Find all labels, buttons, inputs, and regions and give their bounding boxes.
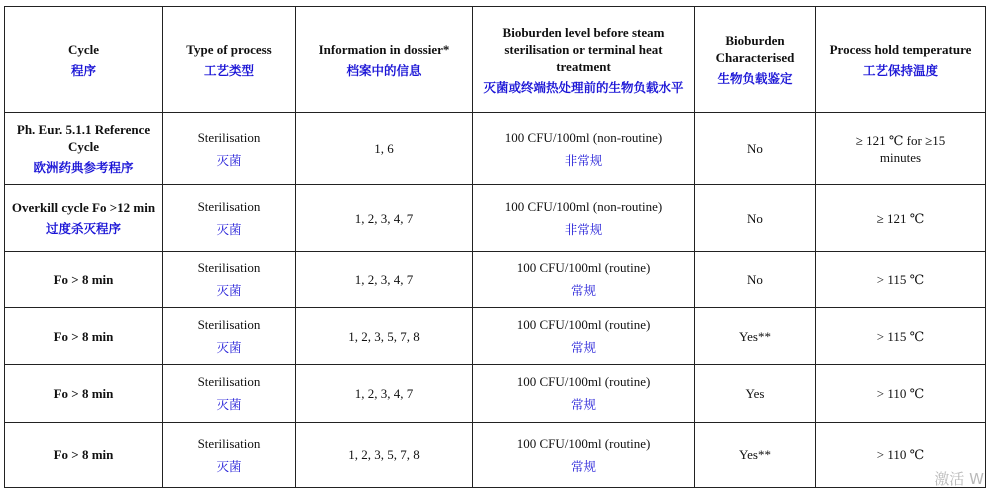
bioburden-level-cell [473, 113, 695, 185]
hold-temperature-cell [816, 308, 986, 365]
cycle-name: Ph. Eur. 5.1.1 Reference Cycle [16, 122, 151, 155]
table-row [5, 185, 986, 251]
bioburden-characterised-cell: Yes** [695, 422, 816, 487]
process-type-cn: 灭菌 [216, 458, 242, 474]
process-type-cn: 灭菌 [216, 283, 242, 299]
table-row [5, 422, 986, 487]
process-type: Sterilisation [197, 374, 261, 390]
bioburden-level-cn: 非常规 [564, 222, 603, 238]
process-type: Sterilisation [197, 260, 261, 276]
bioburden-level-cn: 常规 [570, 283, 596, 299]
header-dossier-info: Information in dossier* 档案中的信息 [296, 7, 473, 113]
table-row [5, 113, 986, 185]
dossier-info-cell: 1, 2, 3, 5, 7, 8 [296, 308, 473, 365]
cycle-name-cn: 过度杀灭程序 [45, 221, 121, 237]
bioburden-characterised-cell: No [695, 251, 816, 307]
process-type-cn: 灭菌 [216, 340, 242, 356]
process-type-cn: 灭菌 [216, 397, 242, 413]
hold-temperature-duration: minutes [879, 149, 922, 165]
bioburden-level-cn: 常规 [570, 340, 596, 356]
bioburden-level: 100 CFU/100ml (routine) [516, 374, 651, 390]
dossier-info-cell: 1, 2, 3, 4, 7 [296, 365, 473, 422]
bioburden-characterised-cell: Yes [695, 365, 816, 422]
cycle-name: Fo > 8 min [53, 328, 114, 344]
bioburden-level-cell [473, 422, 695, 487]
bioburden-level-cn: 常规 [570, 397, 596, 413]
cycle-cell [5, 308, 163, 365]
hold-temperature-cell [816, 365, 986, 422]
bioburden-level: 100 CFU/100ml (routine) [516, 317, 651, 333]
bioburden-level-cn: 常规 [570, 458, 596, 474]
bioburden-level: 100 CFU/100ml (non-routine) [504, 199, 663, 215]
table-row [5, 308, 986, 365]
bioburden-level-cell [473, 308, 695, 365]
cycle-cell [5, 365, 163, 422]
hold-temperature-cell [816, 113, 986, 185]
table-row [5, 365, 986, 422]
hold-temperature-cell [816, 185, 986, 251]
bioburden-level-cell [473, 251, 695, 307]
header-cycle: Cycle 程序 [5, 7, 163, 113]
process-type-cell [163, 308, 296, 365]
dossier-info-cell: 1, 6 [296, 113, 473, 185]
bioburden-characterised-cell: No [695, 113, 816, 185]
cycle-cell [5, 185, 163, 251]
cycle-cell [5, 251, 163, 307]
watermark: 激活 W [934, 470, 984, 488]
bioburden-characterised-cell: No [695, 185, 816, 251]
process-type-cell [163, 113, 296, 185]
header-bioburden-level: Bioburden level before steam sterilisation or terminal heat treatment 灭菌或终端热处理前的生物负载水平 [473, 7, 695, 113]
sterilisation-cycles-table [4, 6, 986, 488]
process-type-cell [163, 185, 296, 251]
hold-temperature: ≥ 121 ℃ [876, 210, 925, 226]
bioburden-level-cell [473, 185, 695, 251]
hold-temperature: > 110 ℃ [876, 447, 925, 463]
process-type: Sterilisation [197, 435, 261, 451]
dossier-info-cell: 1, 2, 3, 4, 7 [296, 251, 473, 307]
cycle-name-cn: 欧洲药典参考程序 [33, 160, 134, 176]
cycle-name: Overkill cycle Fo >12 min [11, 200, 156, 216]
process-type-cn: 灭菌 [216, 222, 242, 238]
process-type: Sterilisation [197, 199, 261, 215]
header-row [5, 7, 986, 113]
hold-temperature: ≥ 121 ℃ for ≥15 [855, 132, 946, 148]
header-bioburden-characterised: Bioburden Characterised 生物负载鉴定 [695, 7, 816, 113]
dossier-info-cell: 1, 2, 3, 5, 7, 8 [296, 422, 473, 487]
bioburden-level: 100 CFU/100ml (routine) [516, 435, 651, 451]
hold-temperature: > 110 ℃ [876, 385, 925, 401]
cycle-name: Fo > 8 min [53, 385, 114, 401]
hold-temperature-cell [816, 251, 986, 307]
header-hold-temperature: Process hold temperature 工艺保持温度 [816, 7, 986, 113]
cycle-name: Fo > 8 min [53, 447, 114, 463]
hold-temperature: > 115 ℃ [876, 271, 925, 287]
header-process-type: Type of process 工艺类型 [163, 7, 296, 113]
process-type-cell [163, 251, 296, 307]
bioburden-level-cn: 非常规 [564, 152, 603, 168]
cycle-name: Fo > 8 min [53, 271, 114, 287]
bioburden-level-cell [473, 365, 695, 422]
cycle-cell [5, 422, 163, 487]
process-type: Sterilisation [197, 317, 261, 333]
process-type-cn: 灭菌 [216, 152, 242, 168]
hold-temperature: > 115 ℃ [876, 328, 925, 344]
cycle-cell [5, 113, 163, 185]
process-type-cell [163, 422, 296, 487]
bioburden-level: 100 CFU/100ml (non-routine) [504, 129, 663, 145]
process-type-cell [163, 365, 296, 422]
bioburden-characterised-cell: Yes** [695, 308, 816, 365]
bioburden-level: 100 CFU/100ml (routine) [516, 260, 651, 276]
process-type: Sterilisation [197, 129, 261, 145]
dossier-info-cell: 1, 2, 3, 4, 7 [296, 185, 473, 251]
table-row [5, 251, 986, 307]
